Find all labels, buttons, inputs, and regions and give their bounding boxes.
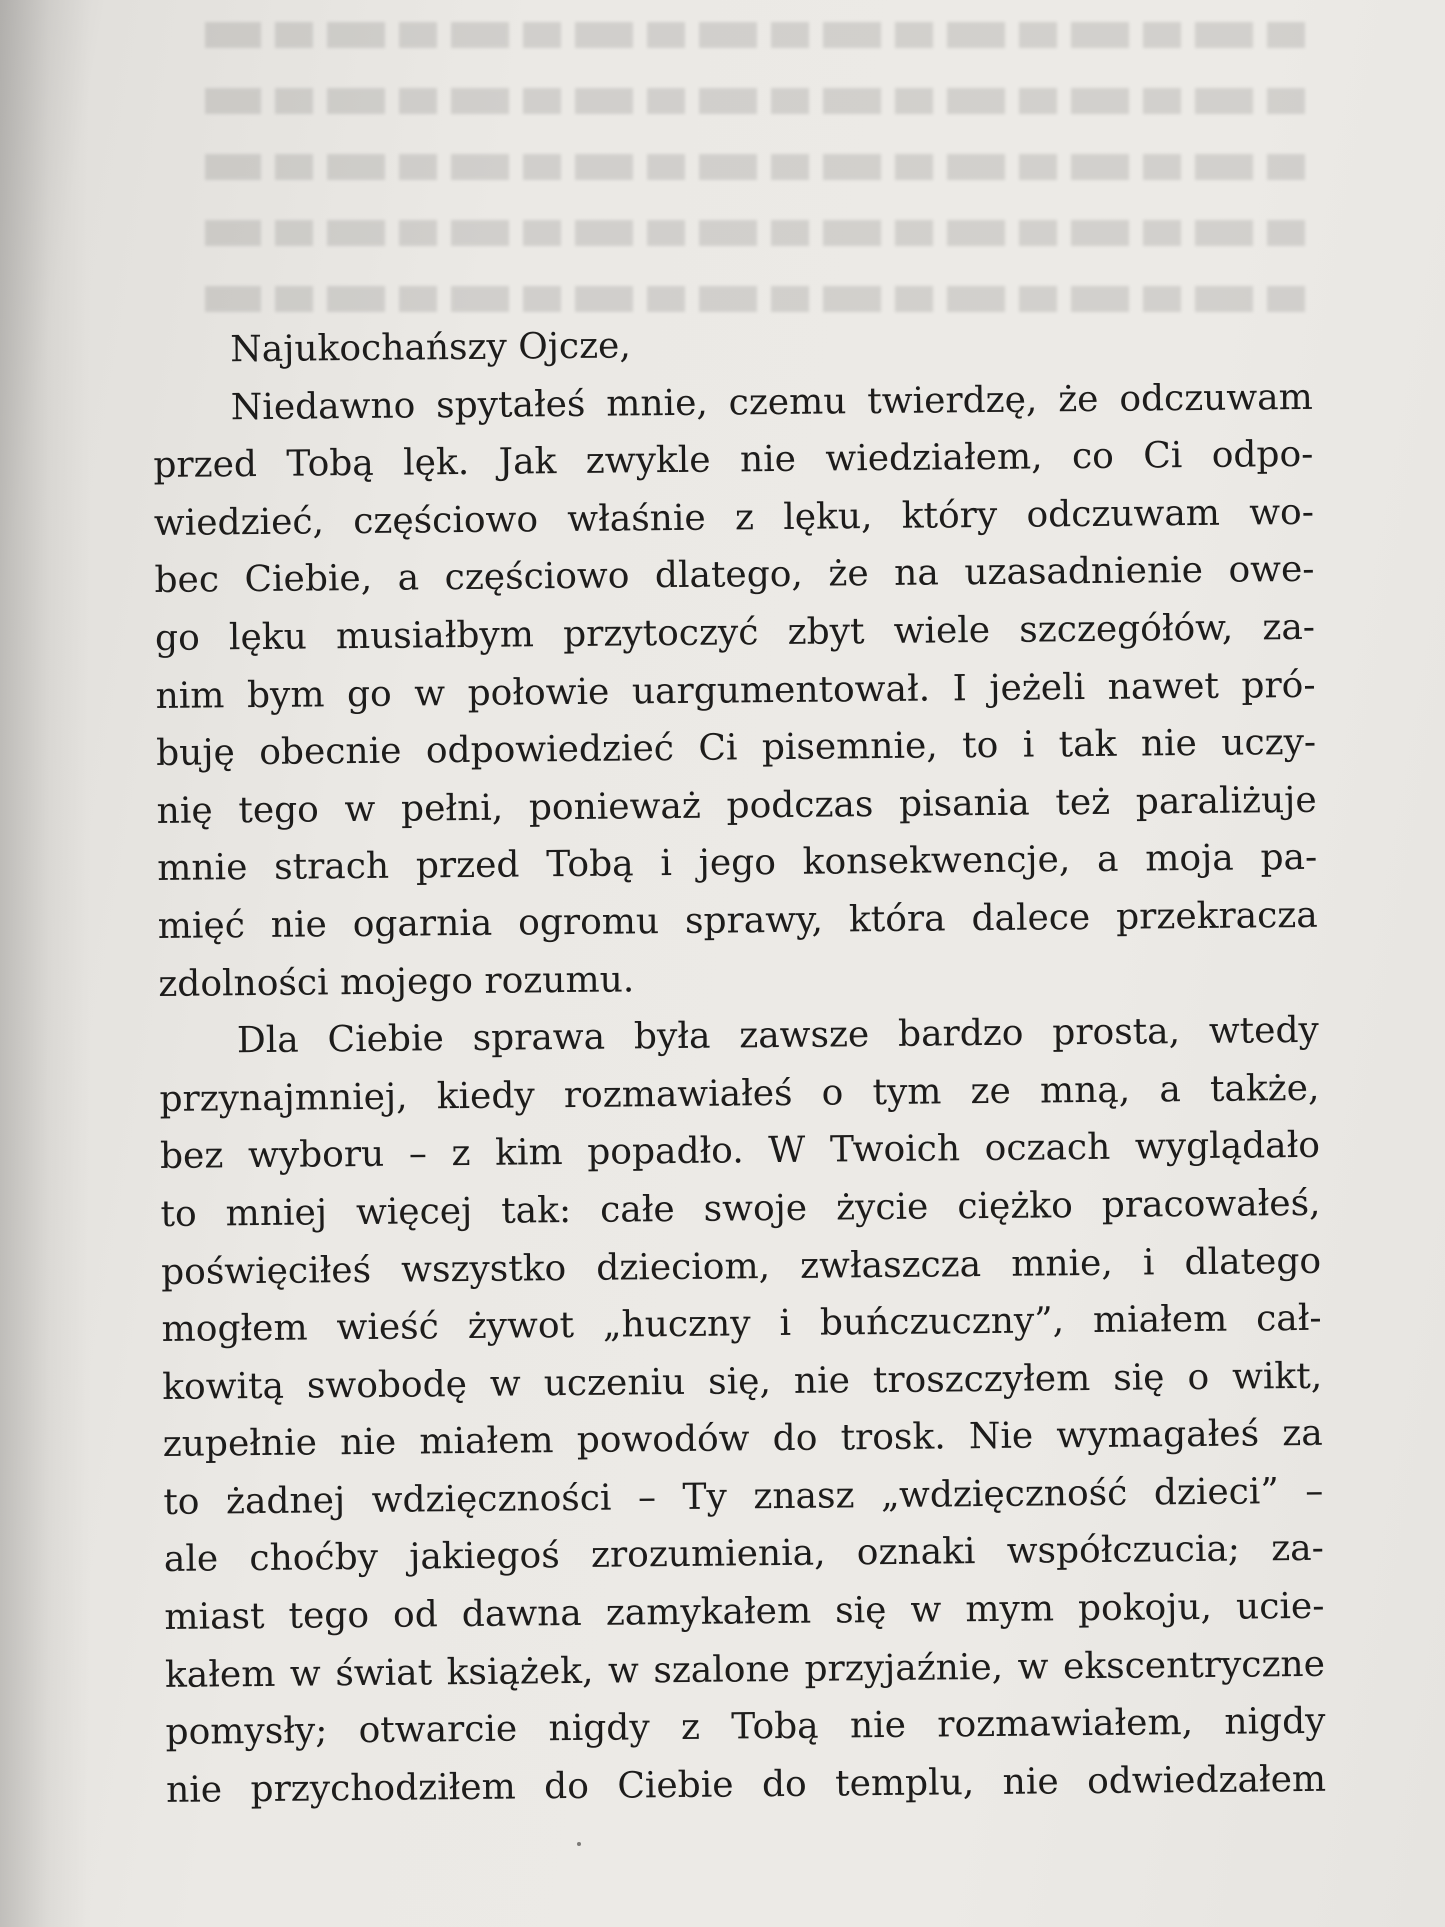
text-line: Niedawno spytałeś mnie, czemu twierdzę, że odczuwam [230,376,1313,428]
text-line: ale choćby jakiegoś zrozumienia, oznaki współczucia; za- [163,1528,1325,1581]
bleed-through-text [205,0,1305,330]
text-line: kałem w świat książek, w szalone przyjaźnie, w ekscentryczne [164,1643,1326,1696]
text-line: to żadnej wdzięczności – Ty znasz „wdzięczność dzieci” – [163,1470,1324,1523]
text-line: nie przychodziłem do Ciebie do templu, nie odwiedzałem [165,1758,1327,1811]
text-line: go lęku musiałbym przytoczyć zbyt wiele szczegółów, za- [154,606,1316,659]
text-line: nim bym go w połowie uargumentował. I jeżeli nawet pró- [155,664,1316,717]
text-line: zdolności mojego rozumu. [158,958,635,1005]
text-line: mogłem wieść żywot „huczny i buńczuczny”, miałem cał- [161,1297,1322,1351]
text-line: przynajmniej, kiedy rozmawiałeś o tym ze mną, a także, [159,1067,1320,1120]
text-line: wiedzieć, częściowo właśnie z lęku, który odczuwam wo- [153,491,1315,544]
page-speck [577,1842,581,1846]
text-line: Najukochańszy Ojcze, [230,325,632,371]
binding-shadow [0,0,90,1927]
text-line: bez wyboru – z kim popadło. W Twoich oczach wyglądało [159,1125,1321,1178]
text-line: przed Tobą lęk. Jak zwykle nie wiedziałem, co Ci odpo- [153,434,1314,487]
text-line: kowitą swobodę w uczeniu się, nie troszczyłem się o wikt, [162,1355,1323,1408]
text-line: zupełnie nie miałem powodów do trosk. Nie wymagałeś za [162,1413,1323,1466]
text-line: buję obecnie odpowiedzieć Ci pisemnie, to i tak nie uczy- [155,722,1317,775]
text-line: miast tego od dawna zamykałem się w mym pokoju, ucie- [164,1585,1325,1639]
text-line: pomysły; otwarcie nigdy z Tobą nie rozmawiałem, nigdy [165,1701,1326,1754]
text-line: mnie strach przed Tobą i jego konsekwencje, a moja pa- [157,837,1318,890]
text-line: bec Ciebie, a częściowo dlatego, że na uzasadnienie owe- [154,549,1315,602]
letter-text [152,311,1327,1842]
text-line: Dla Ciebie sprawa była zawsze bardzo prosta, wtedy [236,1009,1320,1062]
text-line: poświęciłeś wszystko dzieciom, zwłaszcza mnie, i dlatego [160,1240,1322,1293]
text-line: mięć nie ogarnia ogromu sprawy, która dalece przekracza [157,894,1318,947]
text-line: nię tego w pełni, ponieważ podczas pisania też paraliżuje [156,779,1317,832]
text-line: to mniej więcej tak: całe swoje życie ciężko pracowałeś, [160,1182,1321,1235]
